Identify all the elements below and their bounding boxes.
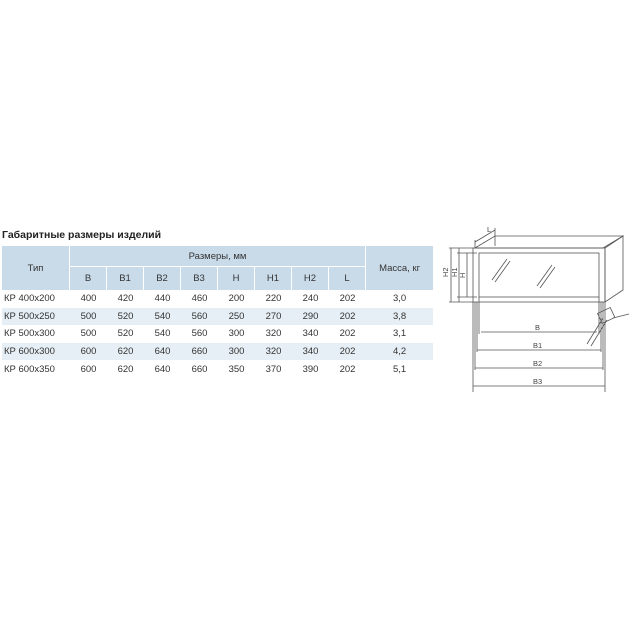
h-cell: 350 xyxy=(228,363,245,375)
b3-cell: 560 xyxy=(181,308,218,326)
h2-cell: 240 xyxy=(302,293,319,305)
front-opening xyxy=(479,253,599,297)
front-flange xyxy=(473,248,605,302)
damper-blade xyxy=(537,265,552,286)
b-cell: 600 xyxy=(70,343,107,361)
col-header-h2: H2 xyxy=(292,267,329,290)
mass-cell: 3,0 xyxy=(392,293,407,305)
col-header-h: H xyxy=(218,267,255,290)
type-cell: КР 600х300 xyxy=(2,343,70,361)
mass-cell: 3,8 xyxy=(366,308,433,326)
b-cell: 600 xyxy=(80,363,97,375)
h-cell: 300 xyxy=(228,328,245,340)
b1-cell: 420 xyxy=(117,293,134,305)
b1-cell: 520 xyxy=(117,328,134,340)
l-cell: 202 xyxy=(339,328,356,340)
b3-cell: 660 xyxy=(181,343,218,361)
h-cell: 200 xyxy=(228,293,245,305)
dimensions-table xyxy=(2,246,433,378)
col-header-h1: H1 xyxy=(255,267,292,290)
b1-cell: 520 xyxy=(107,308,144,326)
box-side-face xyxy=(605,236,623,302)
type-cell: КР 600х350 xyxy=(4,363,55,375)
b1-cell: 620 xyxy=(107,343,144,361)
b-cell: 500 xyxy=(80,328,97,340)
h1-cell: 270 xyxy=(255,308,292,326)
col-type-header: Тип xyxy=(2,246,70,290)
box-top-face xyxy=(475,236,623,248)
col-header-l: L xyxy=(329,267,366,290)
label-h: H xyxy=(458,272,467,278)
label-b2: B2 xyxy=(533,359,543,368)
table-row xyxy=(2,343,433,361)
h1-cell: 220 xyxy=(265,293,282,305)
dimensions-group-header: Размеры, мм xyxy=(70,246,366,267)
h-cell: 300 xyxy=(218,343,255,361)
table-row xyxy=(2,308,433,326)
label-b: B xyxy=(535,323,541,332)
h2-cell: 340 xyxy=(302,328,319,340)
mass-cell: 4,2 xyxy=(366,343,433,361)
b-cell: 400 xyxy=(80,293,97,305)
b2-cell: 540 xyxy=(154,328,171,340)
mass-cell: 5,1 xyxy=(392,363,407,375)
damper-blade xyxy=(492,259,507,280)
h1-cell: 370 xyxy=(265,363,282,375)
type-cell: КР 400х200 xyxy=(4,293,55,305)
col-header-b1: B1 xyxy=(107,267,144,290)
label-l: L xyxy=(487,225,492,234)
col-mass-header: Масса, кг xyxy=(366,246,433,290)
table-row xyxy=(2,290,433,308)
b1-cell: 620 xyxy=(117,363,134,375)
l-cell: 202 xyxy=(339,293,356,305)
label-h2: H2 xyxy=(441,267,450,277)
h1-cell: 320 xyxy=(255,343,292,361)
col-header-b2: B2 xyxy=(144,267,181,290)
col-header-b3: B3 xyxy=(181,267,218,290)
b3-cell: 460 xyxy=(191,293,208,305)
mass-cell: 3,1 xyxy=(392,328,407,340)
l-cell: 202 xyxy=(339,363,356,375)
h1-cell: 320 xyxy=(265,328,282,340)
type-cell: КР 500х250 xyxy=(2,308,70,326)
label-b3: B3 xyxy=(533,377,543,386)
h2-cell: 340 xyxy=(292,343,329,361)
table-row xyxy=(2,325,433,343)
table-row xyxy=(2,360,433,378)
b2-cell: 440 xyxy=(154,293,171,305)
type-cell: КР 500х300 xyxy=(4,328,55,340)
damper-dimension-drawing xyxy=(437,222,640,412)
label-h1: H1 xyxy=(450,267,459,277)
label-b1: B1 xyxy=(533,341,543,350)
b3-cell: 560 xyxy=(191,328,208,340)
section-title: Габаритные размеры изделий xyxy=(2,229,162,241)
h-cell: 250 xyxy=(218,308,255,326)
b3-cell: 660 xyxy=(191,363,208,375)
col-header-b: B xyxy=(70,267,107,290)
b-cell: 500 xyxy=(70,308,107,326)
h2-cell: 390 xyxy=(302,363,319,375)
l-cell: 202 xyxy=(329,308,366,326)
b2-cell: 540 xyxy=(144,308,181,326)
h2-cell: 290 xyxy=(292,308,329,326)
l-cell: 202 xyxy=(329,343,366,361)
b2-cell: 640 xyxy=(144,343,181,361)
b2-cell: 640 xyxy=(154,363,171,375)
